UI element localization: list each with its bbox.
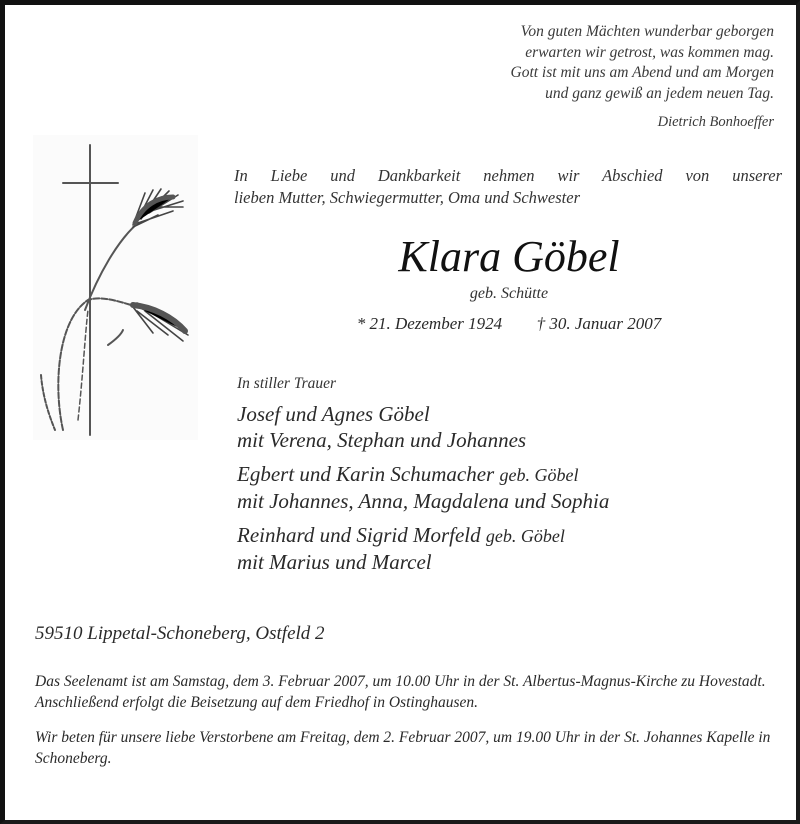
quote-line: erwarten wir getrost, was kommen mag. [525,43,774,61]
mourner-group [237,401,609,453]
prayer-notice: Wir beten für unsere liebe Verstorbene am Freitag, dem 2. Februar 2007, um 19.00 Uhr in der St. Johannes Kapelle in Schoneberg. [35,729,771,767]
mourners-label: In stiller Trauer [237,375,337,392]
service-notices [35,672,780,784]
mourner-names: Josef und Agnes Göbel [237,402,430,426]
birth-date: * 21. Dezember 1924 [356,314,503,333]
birth-name: geb. Schütte [469,285,549,302]
intro-text [234,165,782,209]
requiem-notice: Das Seelenamt ist am Samstag, dem 3. Februar 2007, um 10.00 Uhr in der St. Albertus-Magnus-Kirche zu Hovestadt. [35,673,766,690]
maiden-name: geb. Göbel [499,465,579,485]
maiden-name: geb. Göbel [485,526,565,546]
mourners-list [237,401,609,583]
quote-author: Dietrich Bonhoeffer [657,114,774,130]
life-dates [235,314,783,334]
mourner-children: mit Marius und Marcel [237,550,432,574]
mourner-children: mit Johannes, Anna, Magdalena und Sophia [237,489,610,513]
mourner-names: Reinhard und Sigrid Morfeld [237,523,481,547]
mourner-group [237,522,609,575]
mourner-names: Egbert und Karin Schumacher [237,462,495,486]
cross-with-wheat-icon [33,135,198,440]
intro-line-1: In Liebe und Dankbarkeit nehmen wir Abschied von unserer [234,166,782,185]
mourner-children: mit Verena, Stephan und Johannes [237,428,527,452]
deceased-name: Klara Göbel [398,232,620,281]
address: 59510 Lippetal-Schoneberg, Ostfeld 2 [35,623,325,644]
burial-notice: Anschließend erfolgt die Beisetzung auf dem Friedhof in Ostinghausen. [35,693,478,711]
quote-line: und ganz gewiß an jedem neuen Tag. [545,84,774,102]
mourner-group [237,461,609,514]
quote-line: Von guten Mächten wunderbar geborgen [520,23,774,40]
quote-line: Gott ist mit uns am Abend und am Morgen [510,64,774,81]
intro-line-2: lieben Mutter, Schwiegermutter, Oma und Schwester [234,188,580,207]
death-date: † 30. Januar 2007 [536,314,662,333]
bonhoeffer-quote [511,22,775,133]
